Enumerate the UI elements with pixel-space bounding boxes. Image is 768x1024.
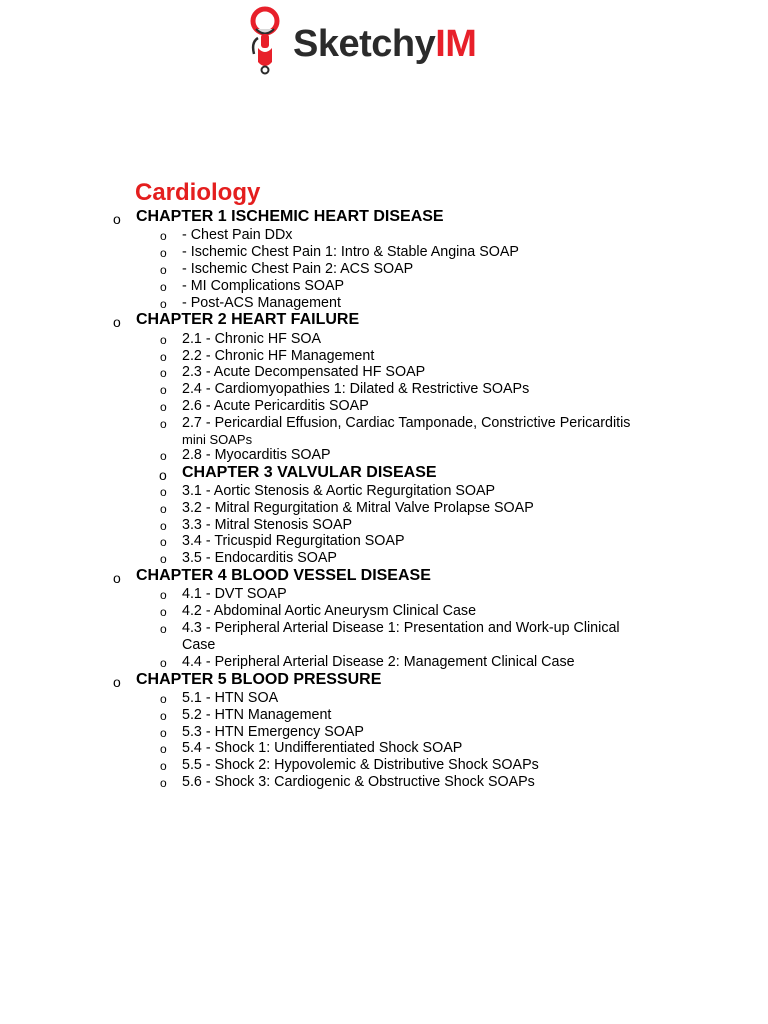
list-item [160,740,463,757]
bullet: o [160,692,167,706]
chapter-title: CHAPTER 1 ISCHEMIC HEART DISEASE [136,208,444,225]
bullet: o [160,535,167,549]
list-item [160,447,331,464]
list-item [160,398,369,415]
bullet: o [113,211,121,227]
bullet: o [160,485,167,499]
chapter-heading [159,464,437,483]
list-item-continuation: Case [182,637,216,653]
item-text: - Chest Pain DDx [182,227,293,243]
bullet: o [160,400,167,414]
bullet: o [160,726,167,740]
bullet: o [113,674,121,690]
bullet: o [160,246,167,260]
bullet: o [160,759,167,773]
item-text: 5.1 - HTN SOA [182,690,279,706]
chapter-title: CHAPTER 5 BLOOD PRESSURE [136,671,382,688]
logo-text-im: IM [435,23,477,65]
chapter-title: CHAPTER 2 HEART FAILURE [136,311,360,328]
item-text: 5.2 - HTN Management [182,707,332,723]
bullet: o [160,229,167,243]
list-item [160,348,375,365]
bullet: o [113,570,121,586]
list-item [160,603,477,620]
list-item [160,707,332,724]
list-item [160,364,426,381]
list-item [160,586,287,603]
item-text: 4.1 - DVT SOAP [182,586,287,602]
logo-wordmark [293,22,476,66]
chapter-title: CHAPTER 3 VALVULAR DISEASE [182,464,437,481]
item-text: - Ischemic Chest Pain 1: Intro & Stable Angina SOAP [182,244,519,260]
list-item [160,774,535,791]
item-text: 2.3 - Acute Decompensated HF SOAP [182,364,426,380]
bullet: o [160,519,167,533]
item-text: 2.1 - Chronic HF SOA [182,331,322,347]
bullet: o [160,622,167,636]
chapter-heading [113,671,382,690]
list-item [160,724,364,741]
bullet: o [159,467,167,483]
item-text: 2.8 - Myocarditis SOAP [182,447,331,463]
item-text: 2.7 - Pericardial Effusion, Cardiac Tamponade, Constrictive Pericarditis [182,415,631,431]
bullet: o [160,417,167,431]
bullet: o [160,297,167,311]
chapter-title: CHAPTER 4 BLOOD VESSEL DISEASE [136,567,431,584]
chapter-heading [113,311,360,330]
bullet: o [160,449,167,463]
bullet: o [160,333,167,347]
list-item [160,295,341,312]
list-item [160,381,530,398]
list-item [160,261,414,278]
list-item [160,483,496,500]
item-text: 3.1 - Aortic Stenosis & Aortic Regurgitation SOAP [182,483,496,499]
bullet: o [160,552,167,566]
item-text: 4.2 - Abdominal Aortic Aneurysm Clinical Case [182,603,477,619]
bullet: o [160,605,167,619]
list-item [160,533,405,550]
bullet: o [160,383,167,397]
bullet: o [160,502,167,516]
list-item [160,331,322,348]
logo-text-sketchy: Sketchy [293,23,436,65]
item-text: 2.6 - Acute Pericarditis SOAP [182,398,369,414]
sketchyim-logo [248,4,508,76]
item-text: 3.3 - Mitral Stenosis SOAP [182,517,353,533]
bullet: o [160,280,167,294]
item-text: 4.3 - Peripheral Arterial Disease 1: Presentation and Work-up Clinical [182,620,620,636]
chapter-heading [113,208,444,227]
list-item [160,654,575,671]
bullet: o [160,776,167,790]
bullet: o [160,742,167,756]
list-item [160,415,631,432]
item-text: - MI Complications SOAP [182,278,345,294]
item-text: 5.3 - HTN Emergency SOAP [182,724,364,740]
list-item [160,227,293,244]
item-text: - Post-ACS Management [182,295,341,311]
list-item [160,517,353,534]
list-item [160,690,279,707]
item-text: 4.4 - Peripheral Arterial Disease 2: Management Clinical Case [182,654,575,670]
bullet: o [113,314,121,330]
item-text: 3.4 - Tricuspid Regurgitation SOAP [182,533,405,549]
bullet: o [160,366,167,380]
section-title: Cardiology [135,179,261,206]
bullet: o [160,709,167,723]
item-text: 3.5 - Endocarditis SOAP [182,550,337,566]
list-item [160,278,345,295]
list-item [160,620,620,637]
bullet: o [160,588,167,602]
item-text: - Ischemic Chest Pain 2: ACS SOAP [182,261,414,277]
chapter-heading [113,567,431,586]
list-item [160,757,539,774]
list-item [160,500,534,517]
item-text: 5.4 - Shock 1: Undifferentiated Shock SOAP [182,740,463,756]
item-text: 2.2 - Chronic HF Management [182,348,375,364]
item-text: 3.2 - Mitral Regurgitation & Mitral Valve Prolapse SOAP [182,500,534,516]
list-item-continuation: mini SOAPs [182,432,253,447]
stethoscope-logo-icon [248,4,292,76]
item-text: 5.6 - Shock 3: Cardiogenic & Obstructive Shock SOAPs [182,774,535,790]
bullet: o [160,263,167,277]
bullet: o [160,656,167,670]
list-item [160,550,337,567]
list-item [160,244,519,261]
item-text: 5.5 - Shock 2: Hypovolemic & Distributive Shock SOAPs [182,757,539,773]
item-text: 2.4 - Cardiomyopathies 1: Dilated & Restrictive SOAPs [182,381,530,397]
bullet: o [160,350,167,364]
